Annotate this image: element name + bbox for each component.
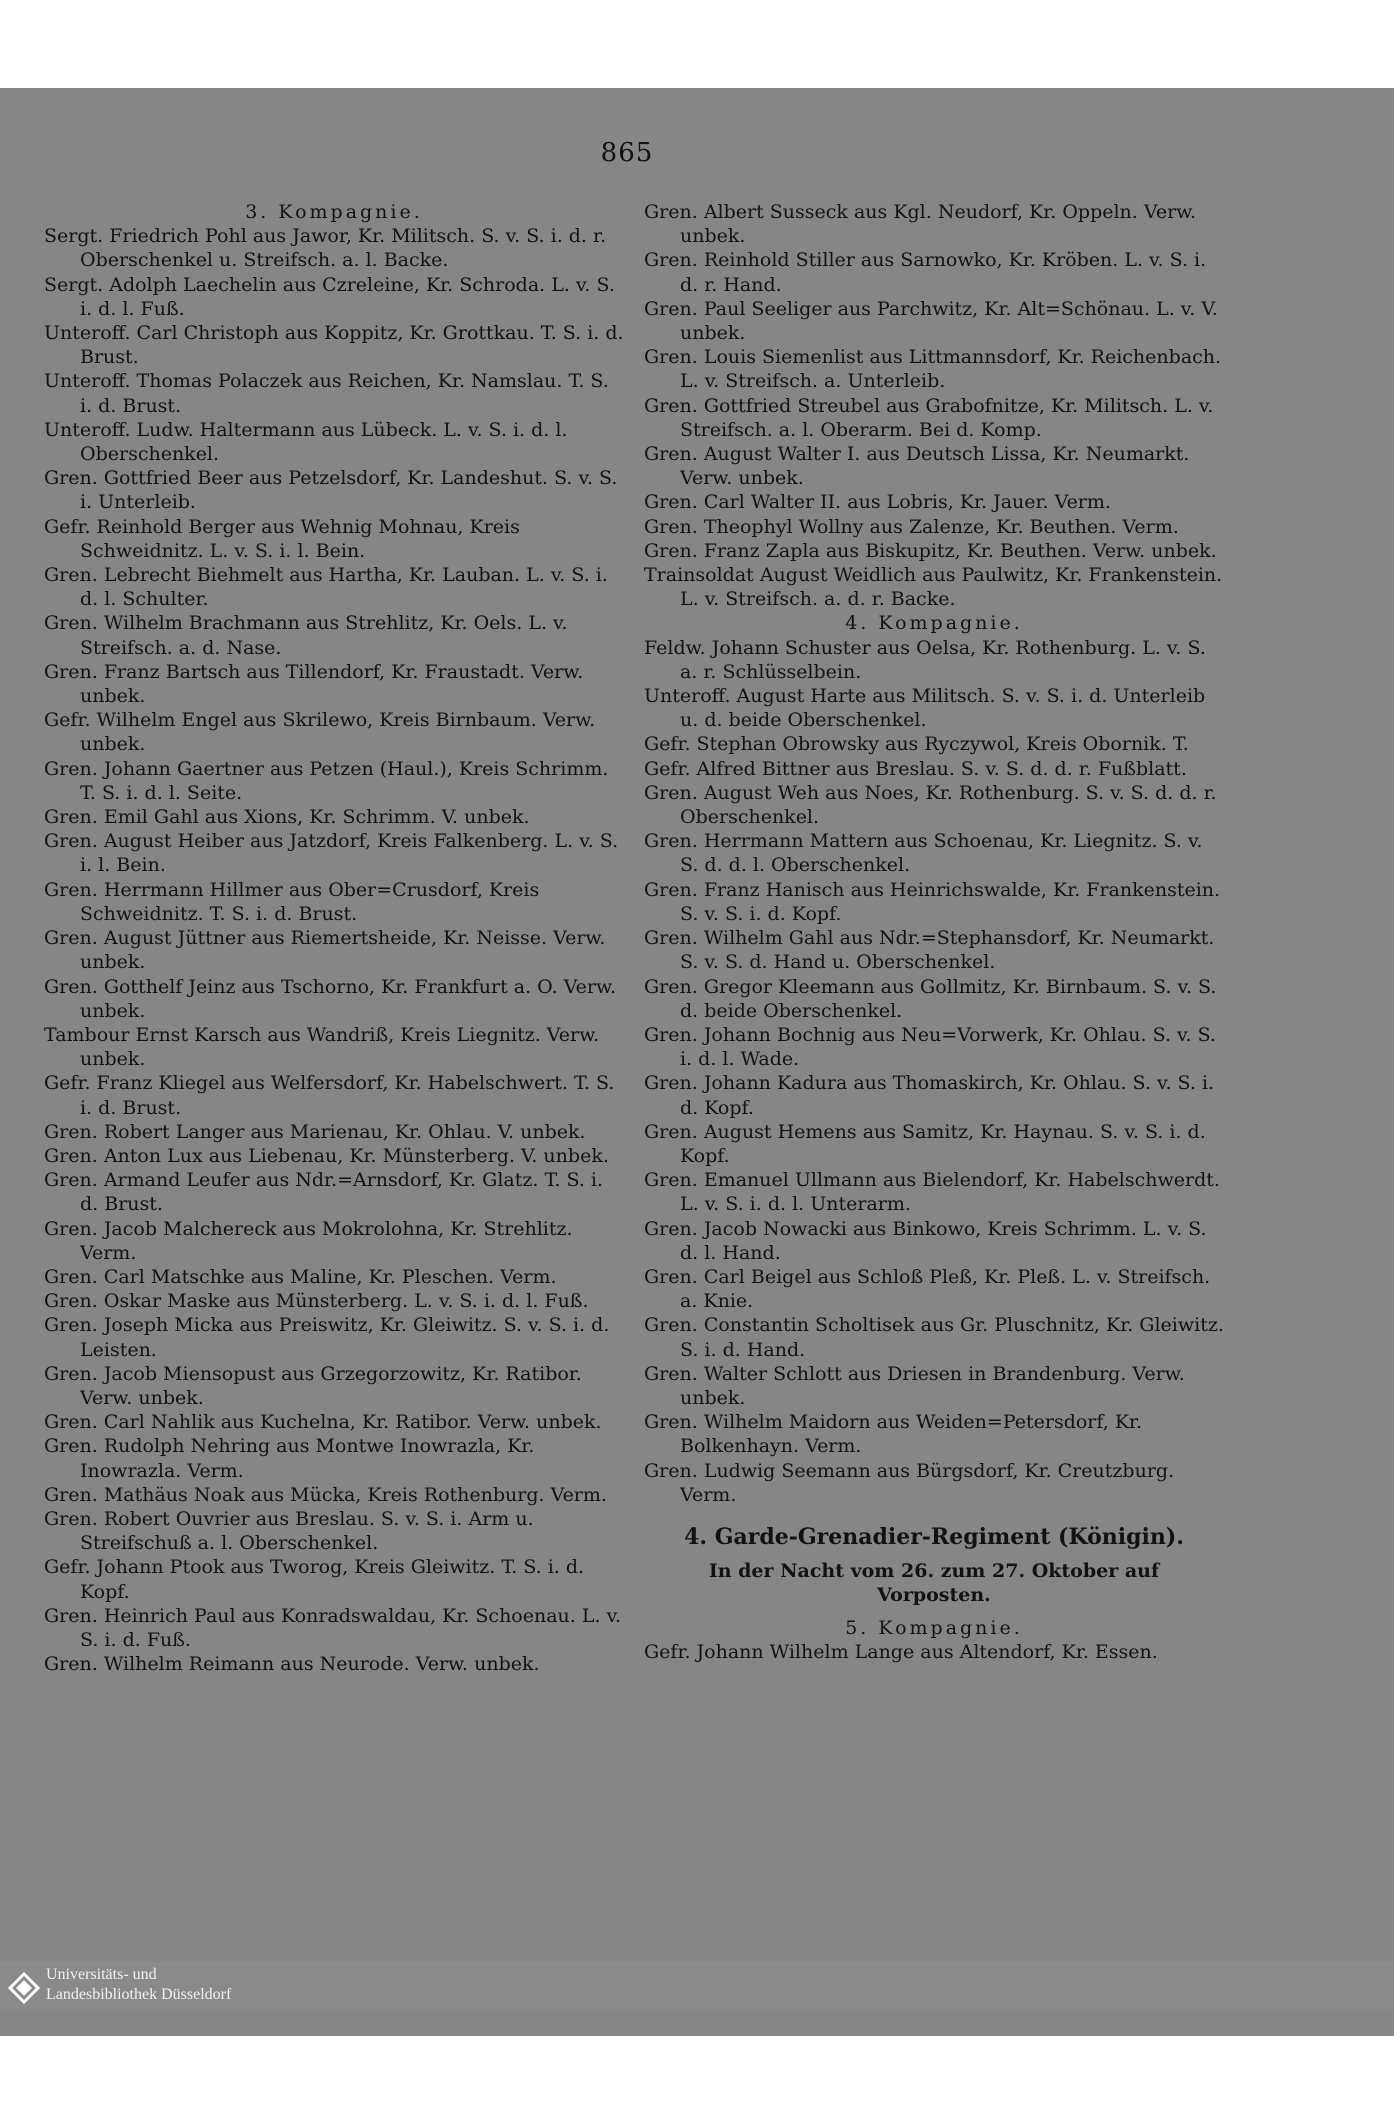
casualty-entry: Gren. Walter Schlott aus Driesen in Brandenburg. Verw. unbek. (644, 1362, 1185, 1409)
casualty-entry: Gren. August Weh aus Noes, Kr. Rothenburg. S. v. S. d. d. r. Oberschenkel. (644, 781, 1217, 829)
casualty-entry: Gren. August Hemens aus Samitz, Kr. Haynau. S. v. S. i. d. Kopf. (644, 1120, 1206, 1167)
right-column (644, 200, 1224, 1664)
casualty-entry: Gefr. Wilhelm Engel aus Skrilewo, Kreis Birnbaum. Verw. unbek. (44, 709, 596, 756)
casualty-entry: Gren. Joseph Micka aus Preiswitz, Kr. Gleiwitz. S. v. S. i. d. Leisten. (44, 1314, 610, 1361)
section-subheading: In der Nacht vom 26. zum 27. Oktober auf Vorposten. (708, 1560, 1160, 1607)
casualty-entry: Gren. Albert Susseck aus Kgl. Neudorf, Kr. Oppeln. Verw. unbek. (644, 201, 1197, 248)
casualty-entry: Unteroff. Ludw. Haltermann aus Lübeck. L. v. S. i. d. l. Oberschenkel. (44, 418, 568, 466)
casualty-entry: Gren. Franz Hanisch aus Heinrichswalde, Kr. Frankenstein. S. v. S. i. d. Kopf. (644, 878, 1221, 925)
casualty-entry: Gefr. Stephan Obrowsky aus Ryczywol, Kreis Obornik. T. (644, 733, 1189, 756)
casualty-entry: Gren. August Heiber aus Jatzdorf, Kreis Falkenberg. L. v. S. i. l. Bein. (44, 830, 619, 877)
casualty-entry: Gren. Robert Langer aus Marienau, Kr. Ohlau. V. unbek. (44, 1120, 586, 1143)
casualty-entry: Gren. Gottfried Beer aus Petzelsdorf, Kr. Landeshut. S. v. S. i. Unterleib. (44, 467, 618, 514)
left-column (44, 200, 624, 1676)
casualty-entry: Gren. Carl Beigel aus Schloß Pleß, Kr. Pleß. L. v. Streifsch. a. Knie. (644, 1265, 1211, 1313)
company-heading: 3. Kompagnie. (245, 201, 423, 223)
document-page (0, 88, 1394, 2036)
casualty-entry: Gren. Anton Lux aus Liebenau, Kr. Münsterberg. V. unbek. (44, 1144, 609, 1167)
casualty-entry: Sergt. Adolph Laechelin aus Czreleine, Kr. Schroda. L. v. S. i. d. l. Fuß. (44, 273, 615, 320)
casualty-entry: Gren. Oskar Maske aus Münsterberg. L. v. S. i. d. l. Fuß. (44, 1290, 589, 1313)
casualty-entry: Sergt. Friedrich Pohl aus Jawor, Kr. Militsch. S. v. S. i. d. r. Oberschenkel u. Streifsch. a. l. Backe. (44, 225, 607, 272)
casualty-entry: Gren. Jacob Nowacki aus Binkowo, Kreis Schrimm. L. v. S. d. l. Hand. (644, 1217, 1207, 1264)
casualty-entry: Gren. Constantin Scholtisek aus Gr. Pluschnitz, Kr. Gleiwitz. S. i. d. Hand. (644, 1314, 1224, 1361)
casualty-entry: Gren. Wilhelm Reimann aus Neurode. Verw. unbek. (44, 1653, 540, 1676)
casualty-entry: Gren. Gregor Kleemann aus Gollmitz, Kr. Birnbaum. S. v. S. d. beide Oberschenkel. (644, 975, 1217, 1022)
page-number: 865 (600, 138, 654, 168)
casualty-entry: Gren. Louis Siemenlist aus Littmannsdorf, Kr. Reichenbach. L. v. Streifsch. a. Unterleib. (644, 346, 1222, 393)
library-name-line-2: Landesbibliothek Düsseldorf (46, 1986, 232, 2003)
casualty-entry: Tambour Ernst Karsch aus Wandriß, Kreis Liegnitz. Verw. unbek. (44, 1023, 600, 1071)
casualty-entry: Gren. Reinhold Stiller aus Sarnowko, Kr. Kröben. L. v. S. i. d. r. Hand. (644, 249, 1207, 296)
casualty-entry: Gren. Mathäus Noak aus Mücka, Kreis Rothenburg. Verm. (44, 1483, 607, 1506)
casualty-entry: Gren. Franz Zapla aus Biskupitz, Kr. Beuthen. Verw. unbek. (644, 539, 1217, 562)
casualty-entry: Unteroff. Carl Christoph aus Koppitz, Kr. Grottkau. T. S. i. d. Brust. (44, 322, 624, 369)
casualty-entry: Gren. Carl Matschke aus Maline, Kr. Pleschen. Verm. (44, 1265, 557, 1288)
library-logo-icon (4, 1968, 44, 2008)
casualty-entry: Gren. Paul Seeliger aus Parchwitz, Kr. Alt=Schönau. L. v. V. unbek. (644, 297, 1218, 345)
casualty-entry: Gren. Gotthelf Jeinz aus Tschorno, Kr. Frankfurt a. O. Verw. unbek. (44, 975, 617, 1022)
casualty-entry: Trainsoldat August Weidlich aus Paulwitz, Kr. Frankenstein. L. v. Streifsch. a. d. r. Backe. (644, 564, 1223, 611)
casualty-entry: Gren. Wilhelm Gahl aus Ndr.=Stephansdorf, Kr. Neumarkt. S. v. S. d. Hand u. Oberschenkel. (644, 927, 1215, 974)
casualty-entry: Gren. Carl Walter II. aus Lobris, Kr. Jauer. Verm. (644, 491, 1111, 514)
casualty-entry: Gren. Theophyl Wollny aus Zalenze, Kr. Beuthen. Verm. (644, 515, 1179, 538)
company-heading: 4. Kompagnie. (845, 612, 1023, 635)
casualty-entry: Gren. Wilhelm Maidorn aus Weiden=Petersdorf, Kr. Bolkenhayn. Verm. (644, 1411, 1143, 1458)
casualty-entry: Gren. Herrmann Hillmer aus Ober=Crusdorf, Kreis Schweidnitz. T. S. i. d. Brust. (44, 878, 540, 925)
casualty-entry: Gren. Gottfried Streubel aus Grabofnitze, Kr. Militsch. L. v. Streifsch. a. l. Oberarm. Bei d. Komp. (644, 394, 1214, 441)
casualty-entry: Gren. Heinrich Paul aus Konradswaldau, Kr. Schoenau. L. v. S. i. d. Fuß. (44, 1604, 622, 1651)
casualty-entry: Unteroff. August Harte aus Militsch. S. v. S. i. d. Unterleib u. d. beide Oberschenkel. (644, 685, 1206, 732)
company-heading: 5. Kompagnie. (845, 1616, 1023, 1639)
casualty-entry: Feldw. Johann Schuster aus Oelsa, Kr. Rothenburg. L. v. S. a. r. Schlüsselbein. (644, 636, 1206, 683)
casualty-entry: Unteroff. Thomas Polaczek aus Reichen, Kr. Namslau. T. S. i. d. Brust. (44, 370, 609, 417)
library-footer (0, 1962, 1394, 2012)
casualty-entry: Gren. Jacob Miensopust aus Grzegorzowitz, Kr. Ratibor. Verw. unbek. (44, 1362, 582, 1409)
casualty-entry: Gren. Armand Leufer aus Ndr.=Arnsdorf, Kr. Glatz. T. S. i. d. Brust. (44, 1169, 603, 1216)
casualty-entry: Gren. Franz Bartsch aus Tillendorf, Kr. Fraustadt. Verw. unbek. (44, 660, 584, 708)
casualty-entry: Gren. Herrmann Mattern aus Schoenau, Kr. Liegnitz. S. v. S. d. d. l. Oberschenkel. (644, 830, 1203, 877)
casualty-entry: Gren. Lebrecht Biehmelt aus Hartha, Kr. Lauban. L. v. S. i. d. l. Schulter. (44, 564, 608, 611)
casualty-entry: Gren. August Jüttner aus Riemertsheide, Kr. Neisse. Verw. unbek. (44, 927, 606, 974)
casualty-entry: Gren. Ludwig Seemann aus Bürgsdorf, Kr. Creutzburg. Verm. (644, 1459, 1175, 1506)
casualty-entry: Gefr. Franz Kliegel aus Welfersdorf, Kr. Habelschwert. T. S. i. d. Brust. (44, 1072, 615, 1119)
library-name-line-1: Universitäts- und (46, 1966, 157, 1983)
casualty-entry: Gren. Wilhelm Brachmann aus Strehlitz, Kr. Oels. L. v. Streifsch. a. d. Nase. (44, 612, 568, 659)
casualty-entry: Gren. Emanuel Ullmann aus Bielendorf, Kr. Habelschwerdt. L. v. S. i. d. l. Unterarm. (644, 1169, 1220, 1216)
library-name (46, 1965, 231, 2005)
casualty-entry: Gefr. Johann Wilhelm Lange aus Altendorf, Kr. Essen. (644, 1640, 1158, 1663)
casualty-entry: Gefr. Reinhold Berger aus Wehnig Mohnau, Kreis Schweidnitz. L. v. S. i. l. Bein. (44, 515, 520, 562)
casualty-entry: Gren. August Walter I. aus Deutsch Lissa, Kr. Neumarkt. Verw. unbek. (644, 443, 1190, 490)
casualty-entry: Gren. Johann Gaertner aus Petzen (Haul.), Kreis Schrimm. T. S. i. d. l. Seite. (44, 757, 609, 804)
regiment-heading: 4. Garde-Grenadier-Regiment (Königin). (684, 1523, 1184, 1550)
casualty-entry: Gren. Johann Bochnig aus Neu=Vorwerk, Kr. Ohlau. S. v. S. i. d. l. Wade. (644, 1023, 1216, 1071)
casualty-entry: Gren. Jacob Malchereck aus Mokrolohna, Kr. Strehlitz. Verm. (44, 1217, 573, 1264)
casualty-entry: Gren. Emil Gahl aus Xions, Kr. Schrimm. V. unbek. (44, 806, 530, 829)
casualty-entry: Gren. Robert Ouvrier aus Breslau. S. v. S. i. Arm u. Streifschuß a. l. Oberschenkel. (44, 1507, 534, 1555)
casualty-entry: Gren. Johann Kadura aus Thomaskirch, Kr. Ohlau. S. v. S. i. d. Kopf. (644, 1072, 1215, 1119)
casualty-entry: Gren. Carl Nahlik aus Kuchelna, Kr. Ratibor. Verw. unbek. (44, 1411, 602, 1434)
casualty-entry: Gefr. Johann Ptook aus Tworog, Kreis Gleiwitz. T. S. i. d. Kopf. (44, 1556, 585, 1603)
casualty-entry: Gefr. Alfred Bittner aus Breslau. S. v. S. d. d. r. Fußblatt. (644, 757, 1187, 780)
casualty-entry: Gren. Rudolph Nehring aus Montwe Inowrazla, Kr. Inowrazla. Verm. (44, 1435, 535, 1482)
